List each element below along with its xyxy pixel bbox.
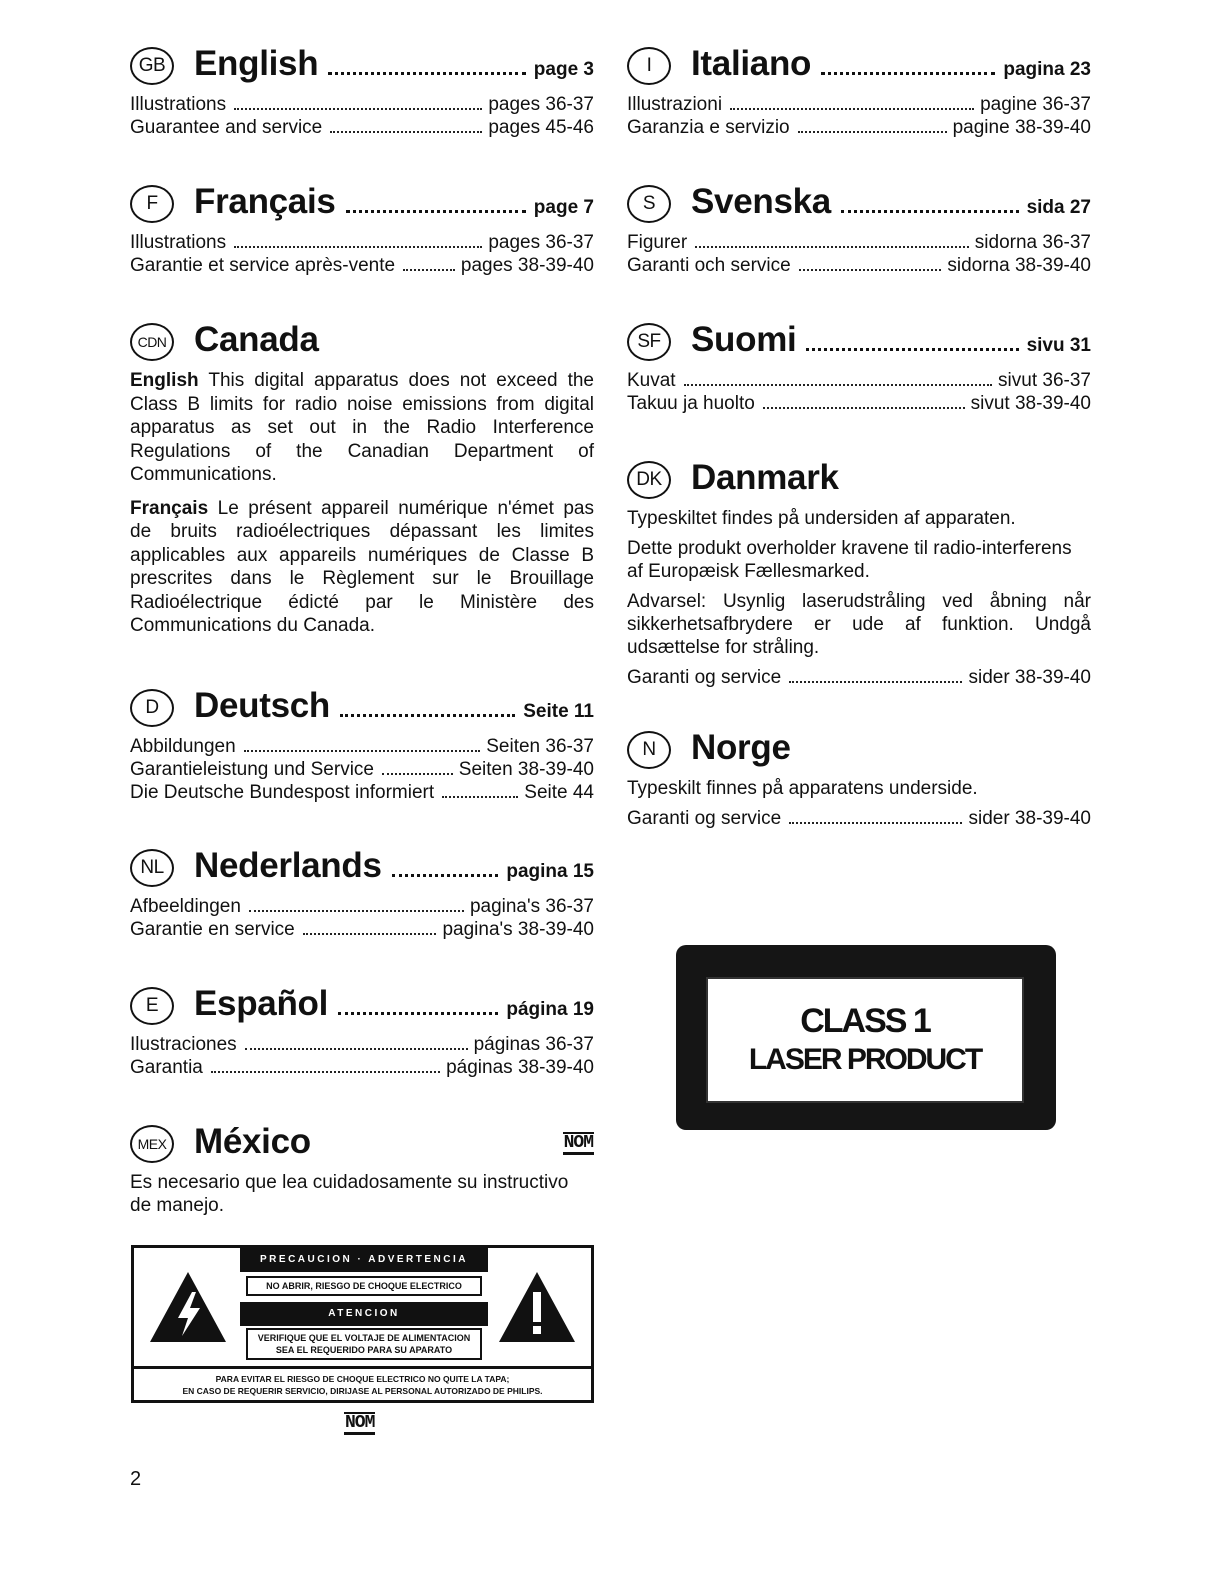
- nom-logo-bottom: NOM: [345, 1413, 375, 1433]
- row-label: Die Deutsche Bundespost informiert: [130, 782, 435, 803]
- section-svenska: [627, 182, 1091, 277]
- section-francais: [130, 182, 594, 277]
- svenska-title: Svenska: [691, 182, 831, 221]
- cdn-badge: CDN: [130, 323, 174, 361]
- warning-line1: NO ABRIR, RIESGO DE CHOQUE ELECTRICO: [246, 1276, 482, 1296]
- deutsch-heading: [130, 686, 594, 730]
- norge-heading: [627, 728, 1091, 772]
- toc-row: [130, 231, 594, 254]
- leader-dots: [328, 72, 526, 75]
- section-italiano: [627, 44, 1091, 139]
- row-value: sider 38-39-40: [968, 667, 1091, 688]
- row-label: Illustrations: [130, 232, 227, 253]
- row-label: Garanzia e servizio: [627, 117, 790, 138]
- toc-row: [130, 116, 594, 139]
- row-label: Kuvat: [627, 370, 676, 391]
- laser-label-line1: CLASS 1: [800, 1002, 930, 1040]
- nederlands-heading: [130, 846, 594, 890]
- leader-dots: [340, 714, 515, 717]
- exclamation-icon: [497, 1270, 577, 1344]
- mexico-text: Es necesario que lea cuidadosamente su instructivo de manejo.: [130, 1172, 569, 1216]
- warning-header: PRECAUCION · ADVERTENCIA: [240, 1248, 488, 1272]
- row-label: Figurer: [627, 232, 688, 253]
- paragraph-lang: Français: [130, 497, 209, 519]
- danmark-p1: Typeskiltet findes på undersiden af apparaten.: [627, 508, 1016, 529]
- row-value: Seiten 38-39-40: [458, 759, 594, 780]
- leader-dots: [806, 348, 1018, 351]
- francais-heading: [130, 182, 594, 226]
- toc-row: [130, 254, 594, 277]
- warning-foot-line2: EN CASO DE REQUERIR SERVICIO, DIRIJASE AL PERSONAL AUTORIZADO DE PHILIPS.: [182, 1386, 543, 1396]
- paragraph-text: This digital apparatus does not exceed the Class B limits for radio noise emissions from digital apparatus as set out in the Radio Interference Regulations of the Canadian Department of Communications.: [130, 370, 595, 485]
- toc-row: [627, 231, 1091, 254]
- svenska-page-ref: sida 27: [1026, 197, 1091, 218]
- section-mexico: [130, 1122, 594, 1224]
- svenska-heading: [627, 182, 1091, 226]
- toc-row: [627, 369, 1091, 392]
- toc-row: [130, 1056, 594, 1079]
- row-label: Garantie et service après-vente: [130, 255, 396, 276]
- row-label: Illustrations: [130, 94, 227, 115]
- francais-title: Français: [194, 182, 336, 221]
- section-suomi: [627, 320, 1091, 415]
- row-label: Garanti og service: [627, 667, 782, 688]
- canada-heading: [130, 320, 594, 364]
- norge-title: Norge: [691, 728, 791, 767]
- row-label: Ilustraciones: [130, 1034, 237, 1055]
- row-value: pages 36-37: [488, 232, 594, 253]
- toc-row: [130, 735, 594, 758]
- row-value: pagine 36-37: [980, 94, 1091, 115]
- warning-footer: [134, 1366, 591, 1407]
- warning-atencion: ATENCION: [240, 1302, 488, 1326]
- toc-row: [627, 807, 1091, 830]
- leader-dots: [841, 210, 1019, 213]
- row-value: páginas 36-37: [473, 1034, 594, 1055]
- danmark-title: Danmark: [691, 458, 839, 497]
- espanol-heading: [130, 984, 594, 1028]
- section-nederlands: [130, 846, 594, 941]
- section-espanol: [130, 984, 594, 1079]
- row-value: Seiten 36-37: [486, 736, 594, 757]
- suomi-heading: [627, 320, 1091, 364]
- row-label: Illustrazioni: [627, 94, 723, 115]
- row-value: sider 38-39-40: [968, 808, 1091, 829]
- section-deutsch: [130, 686, 594, 804]
- suomi-title: Suomi: [691, 320, 797, 359]
- section-norge: [627, 728, 1091, 830]
- suomi-page-ref: sivu 31: [1026, 335, 1091, 356]
- toc-row: [627, 666, 1091, 689]
- row-label: Garanti och service: [627, 255, 791, 276]
- i-badge: I: [627, 47, 671, 85]
- canada-title: Canada: [194, 320, 319, 359]
- row-label: Takuu ja huolto: [627, 393, 755, 414]
- laser-label-line2: LASER PRODUCT: [748, 1043, 982, 1076]
- row-value: sidorna 38-39-40: [947, 255, 1091, 276]
- section-english: [130, 44, 594, 139]
- deutsch-page-ref: Seite 11: [523, 701, 594, 722]
- row-value: sivut 36-37: [998, 370, 1091, 391]
- row-label: Garanti og service: [627, 808, 782, 829]
- mex-badge: MEX: [130, 1125, 174, 1163]
- row-value: sidorna 36-37: [974, 232, 1091, 253]
- row-label: Guarantee and service: [130, 117, 323, 138]
- nederlands-title: Nederlands: [194, 846, 382, 885]
- gb-badge: GB: [130, 47, 174, 85]
- f-badge: F: [130, 185, 174, 223]
- row-value: sivut 38-39-40: [970, 393, 1091, 414]
- leader-dots: [392, 874, 499, 877]
- warning-line2: VERIFIQUE QUE EL VOLTAJE DE ALIMENTACION SEA EL REQUERIDO PARA SU APARATO: [246, 1328, 482, 1360]
- section-danmark: [627, 458, 1091, 689]
- toc-row: [627, 254, 1091, 277]
- e-badge: E: [130, 987, 174, 1025]
- english-title: English: [194, 44, 319, 83]
- toc-row: [130, 895, 594, 918]
- mexico-heading: [130, 1122, 594, 1166]
- d-badge: D: [130, 689, 174, 727]
- mexico-title: México: [194, 1122, 311, 1161]
- espanol-title: Español: [194, 984, 329, 1023]
- row-label: Garantieleistung und Service: [130, 759, 374, 780]
- row-label: Garantie en service: [130, 919, 295, 940]
- warning-foot-line1: PARA EVITAR EL RIESGO DE CHOQUE ELECTRICO NO QUITE LA TAPA;: [215, 1374, 510, 1384]
- toc-row: [130, 758, 594, 781]
- s-badge: S: [627, 185, 671, 223]
- warning-center: [240, 1248, 488, 1366]
- nederlands-page-ref: pagina 15: [506, 861, 594, 882]
- row-value: pagina's 38-39-40: [442, 919, 594, 940]
- toc-row: [130, 781, 594, 804]
- shock-warning-label: [131, 1245, 594, 1403]
- danmark-heading: [627, 458, 1091, 502]
- canada-english-paragraph: [130, 369, 594, 487]
- row-value: pages 36-37: [488, 94, 594, 115]
- leader-dots: [821, 72, 995, 75]
- toc-row: [130, 93, 594, 116]
- nom-logo: NOM: [563, 1133, 593, 1153]
- n-badge: N: [627, 731, 671, 769]
- row-label: Afbeeldingen: [130, 896, 241, 917]
- electric-shock-icon: [148, 1270, 228, 1344]
- toc-row: [627, 93, 1091, 116]
- paragraph-text: Le présent appareil numérique n'émet pas de bruits radioélectriques dépassant les limites applicables aux appareils numériques de Classe B prescrites dans le Règlement sur le Brouillage Radioélectrique édicté par le Ministère des Communications du Canada.: [130, 497, 594, 636]
- laser-product-label: [676, 945, 1056, 1130]
- nl-badge: NL: [130, 849, 174, 887]
- laser-label-inner: [706, 977, 1024, 1103]
- italiano-page-ref: pagina 23: [1003, 59, 1091, 80]
- danmark-p2: Dette produkt overholder kravene til radio-interferens af Europæisk Fællesmarked.: [627, 538, 1072, 582]
- leader-dots: [346, 210, 526, 213]
- row-value: páginas 38-39-40: [446, 1057, 594, 1078]
- norge-p1: Typeskilt finnes på apparatens underside.: [627, 778, 978, 799]
- toc-row: [130, 1033, 594, 1056]
- leader-dots: [338, 1012, 498, 1015]
- row-value: pages 45-46: [488, 117, 594, 138]
- row-label: Abbildungen: [130, 736, 236, 757]
- espanol-page-ref: página 19: [506, 999, 594, 1020]
- dk-badge: DK: [627, 461, 671, 499]
- english-page-ref: page 3: [533, 59, 594, 80]
- row-value: pagine 38-39-40: [952, 117, 1091, 138]
- page-number: 2: [130, 1468, 142, 1490]
- toc-row: [627, 116, 1091, 139]
- english-heading: [130, 44, 594, 88]
- row-value: pagina's 36-37: [469, 896, 594, 917]
- italiano-heading: [627, 44, 1091, 88]
- sf-badge: SF: [627, 323, 671, 361]
- canada-francais-paragraph: [130, 497, 594, 638]
- deutsch-title: Deutsch: [194, 686, 330, 725]
- row-value: pages 38-39-40: [460, 255, 594, 276]
- row-label: Garantia: [130, 1057, 203, 1078]
- francais-page-ref: page 7: [533, 197, 594, 218]
- paragraph-lang: English: [130, 370, 199, 391]
- toc-row: [130, 918, 594, 941]
- toc-row: [627, 392, 1091, 415]
- italiano-title: Italiano: [691, 44, 812, 83]
- row-value: Seite 44: [524, 782, 594, 803]
- section-canada: [130, 320, 594, 648]
- danmark-p3: Advarsel: Usynlig laserudstråling ved åbning når sikkerhetsafbrydere er ude af funktion. Undgå udsættelse for stråling.: [627, 591, 1091, 658]
